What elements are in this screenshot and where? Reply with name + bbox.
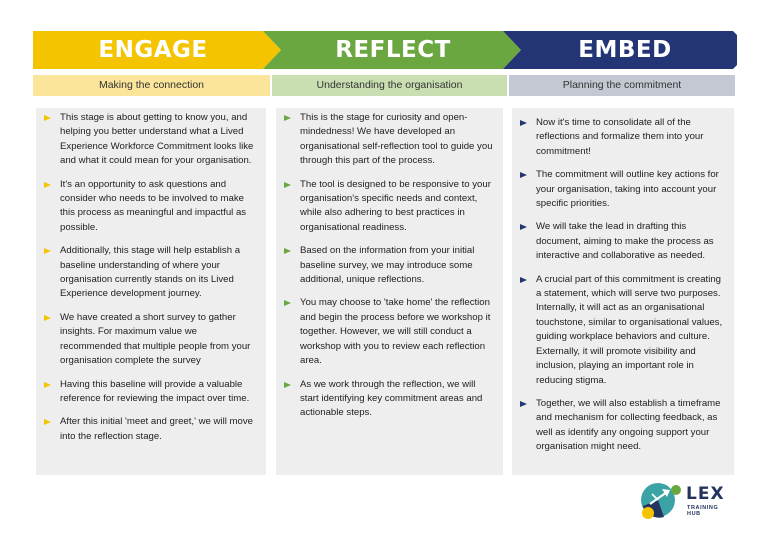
arrow-bullet-icon — [520, 171, 527, 179]
reflect-item — [300, 178, 495, 236]
logo-name: LEX — [686, 484, 725, 504]
reflect-item-text: Based on the information from your initial baseline survey, we may introduce some additional, unique reflections. — [300, 245, 475, 286]
arrow-bullet-icon — [44, 381, 51, 389]
arrow-bullet-icon — [44, 247, 51, 255]
embed-item-text: A crucial part of this commitment is creating a statement, which will serve two purposes. Internally, it will act as an organisational touchstone, similar to organisational values, guiding workplace behaviors and culture. Externally, it will promote visibility and inclusion, playing an important role in reducing stigma. — [536, 273, 723, 386]
arrow-bullet-icon — [44, 418, 51, 426]
engage-item-text: After this initial 'meet and greet,' we will move into the reflection stage. — [60, 416, 253, 442]
arrow-bullet-icon — [284, 181, 291, 189]
embed-item — [536, 273, 726, 388]
engage-item-text: We have created a short survey to gather insights. For maximum value we recommended that multiple people from your organisation complete the survey — [60, 311, 251, 367]
engage-item — [60, 311, 258, 369]
engage-item-text: This stage is about getting to know you, and helping you better understand what a Lived Experience Workforce Commitment looks like and what it could mean for your organisation. — [60, 112, 254, 167]
embed-item — [536, 397, 726, 455]
reflect-item-text: You may choose to 'take home' the reflection and begin the process before we workshop it together. However, we will still conduct a workshop with you to review each reflection area. — [300, 297, 491, 367]
arrow-bullet-icon — [44, 314, 51, 322]
embed-item — [536, 116, 726, 159]
engage-column — [36, 108, 266, 475]
arrow-bullet-icon — [520, 119, 527, 127]
embed-subtitle: Planning the commitment — [509, 75, 735, 96]
reflect-item-text: The tool is designed to be responsive to your organisation's specific needs and context, while also adhering to best practices in organisational readiness. — [300, 178, 491, 233]
embed-item-text: We will take the lead in drafting this document, aiming to make the process as interactive and collaborative as needed. — [536, 221, 714, 262]
reflect-item — [300, 378, 495, 421]
embed-item-text: Now it's time to consolidate all of the reflections and formalize them into your commitment! — [536, 117, 704, 157]
arrow-bullet-icon — [520, 276, 527, 284]
engage-subtitle: Making the connection — [33, 75, 270, 96]
engage-item — [60, 111, 258, 169]
reflect-subtitle: Understanding the organisation — [272, 75, 507, 96]
embed-item — [536, 220, 726, 263]
engage-item — [60, 378, 258, 407]
reflect-item — [300, 111, 495, 169]
embed-column — [512, 108, 734, 475]
arrow-bullet-icon — [520, 223, 527, 231]
engage-item — [60, 244, 258, 302]
arrow-bullet-icon — [284, 114, 291, 122]
engage-item-text: Additionally, this stage will help establish a baseline understanding of where your organisation currently stands on its Lived Experience development journey. — [60, 245, 241, 300]
lex-logo — [640, 480, 730, 522]
engage-item — [60, 415, 258, 444]
engage-title: ENGAGE — [98, 37, 208, 63]
reflect-column — [276, 108, 503, 475]
engage-item-text: Having this baseline will provide a valuable reference for reviewing the impact over time. — [60, 378, 250, 404]
arrow-bullet-icon — [520, 400, 527, 408]
engage-item-text: It's an opportunity to ask questions and consider who needs to be involved to make this process as meaningful and impactful as possible. — [60, 178, 247, 233]
embed-item-text: Together, we will also establish a timeframe and mechanism for collecting feedback, as well as identify any ongoing support your organisation might need. — [536, 397, 721, 453]
embed-item — [536, 168, 726, 211]
arrow-bullet-icon — [284, 247, 291, 255]
reflect-item-text: As we work through the reflection, we will start identifying key commitment areas and actionable steps. — [300, 378, 483, 419]
reflect-title: REFLECT — [335, 37, 451, 63]
reflect-item-text: This is the stage for curiosity and open-mindedness! We have developed an organisational self-reflection tool to guide you through this part of the process. — [300, 112, 493, 167]
embed-item-text: The commitment will outline key actions for your organisation, taking into account your specific priorities. — [536, 169, 719, 210]
reflect-item — [300, 244, 495, 287]
engage-item — [60, 178, 258, 236]
arrow-bullet-icon — [284, 381, 291, 389]
logo-tagline: TRAINING HUB — [687, 505, 719, 517]
reflect-item — [300, 296, 495, 368]
embed-title: EMBED — [578, 37, 672, 63]
arrow-bullet-icon — [44, 114, 51, 122]
lex-logo-mark-icon — [640, 480, 684, 522]
arrow-bullet-icon — [44, 181, 51, 189]
arrow-bullet-icon — [284, 299, 291, 307]
